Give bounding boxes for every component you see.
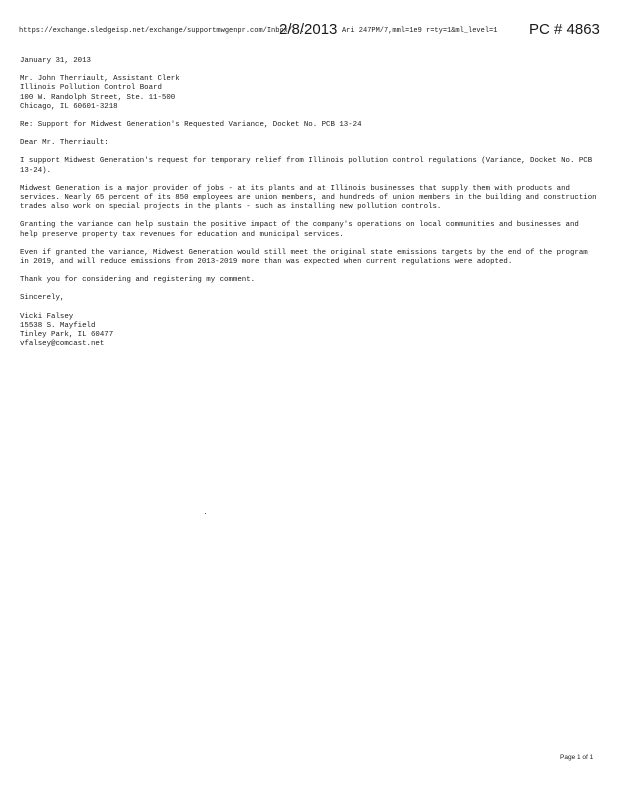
paragraph-2: Midwest Generation is a major provider of jobs - at its plants and at Illinois businesses that supply them with products and services. Nearly 65 percent of its 850 employees are union members, and hundreds of union members in the building and construction trades also work on special projects in the plants - such as installing new pollution controls. [20, 184, 597, 212]
fax-header-url-tail: Ari 247PM/7,mml=1e9 r=ty=1&ml_level=1 [342, 27, 498, 35]
closing: Sincerely, [20, 294, 65, 303]
signature-address-2: Tinley Park, IL 60477 [20, 331, 114, 340]
recipient-line-1: Mr. John Therriault, Assistant Clerk [20, 75, 180, 84]
letter-date: January 31, 2013 [20, 57, 91, 65]
recipient-line-2: Illinois Pollution Control Board [20, 84, 162, 93]
salutation: Dear Mr. Therriault: [20, 139, 109, 148]
scan-speck [205, 513, 206, 514]
recipient-line-3: 100 W. Randolph Street, Ste. 11-500 [20, 93, 176, 102]
paragraph-3: Granting the variance can help sustain the positive impact of the company's operations on local communities and businesses and help preserve property tax revenues for education and municipal services. [20, 221, 579, 239]
letter-body [20, 57, 600, 349]
pc-number: PC # 4863 [529, 21, 600, 38]
fax-header-url: https://exchange.sledgeisp.net/exchange/supportmwgenpr.com/Inbox/... [19, 27, 305, 35]
signature-address-1: 15538 S. Mayfield [20, 321, 96, 330]
paragraph-5: Thank you for considering and registering my comment. [20, 276, 256, 285]
signature-email: vfalsey@comcast.net [20, 340, 105, 349]
signature-name: Vicki Falsey [20, 312, 74, 321]
page-number: Page 1 of 1 [560, 754, 594, 761]
subject-line: Re: Support for Midwest Generation's Requested Variance, Docket No. PCB 13-24 [20, 121, 362, 130]
paragraph-4: Even if granted the variance, Midwest Generation would still meet the original state emissions targets by the end of the program in 2019, and will reduce emissions from 2013-2019 more than was expected when current regulations were adopted. [20, 248, 588, 267]
fax-date: 2/8/2013 [279, 21, 338, 38]
recipient-line-4: Chicago, IL 60601-3218 [20, 102, 118, 111]
paragraph-1: I support Midwest Generation's request for temporary relief from Illinois pollution control regulations (Variance, Docket No. PCB 13-24). [20, 157, 593, 175]
